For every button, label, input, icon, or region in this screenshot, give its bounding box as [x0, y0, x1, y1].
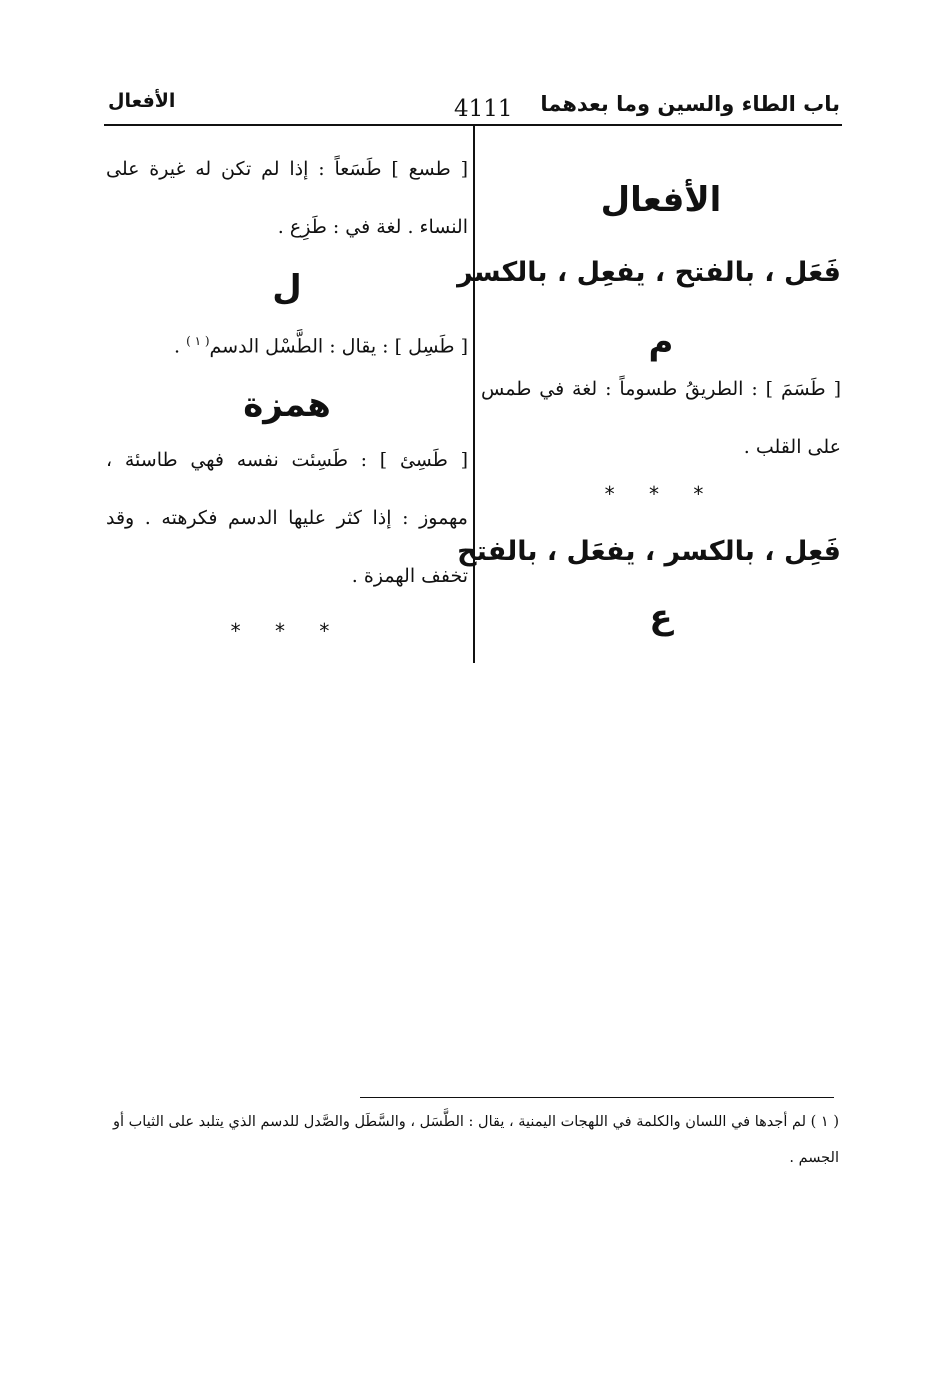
- section-stars-2: * * *: [230, 619, 344, 644]
- entry-tasama: [ طَسَمَ ] : الطريقُ طسوماً : لغة في طمس على القلب .: [481, 378, 841, 459]
- right-column: [457, 140, 841, 638]
- main-title: الأفعال: [600, 180, 722, 220]
- entry-tasila-end: .: [173, 335, 187, 358]
- conjugation-heading-2: فَعِل ، بالكسر ، يفعَل ، بالفتح: [457, 536, 841, 568]
- footnote-rule: [360, 1097, 834, 1098]
- footnote-ref[interactable]: ( ١ ): [186, 334, 210, 348]
- entry-tasila-text: [ طَسِل ] : يقال : الطَّسْل الدسم: [209, 335, 468, 358]
- letter-heading-lam: ل: [272, 268, 302, 308]
- chapter-title: باب الطاء والسين وما بعدهما: [540, 92, 840, 116]
- section-name: الأفعال: [108, 90, 176, 112]
- conjugation-heading-1: فَعَل ، بالفتح ، يفعِل ، بالكسر: [457, 257, 841, 289]
- column-divider: [473, 126, 475, 663]
- page-header: [104, 86, 840, 126]
- entry-tasia: [ طَسِئ ] : طَسِئت نفسه فهي طاسئة ، مهموز : إذا كثر عليها الدسم فكرهته . وقد تخفف الهمزة .: [106, 449, 468, 588]
- hamza-heading: همزة: [243, 385, 331, 426]
- section-stars-1: * * *: [604, 482, 718, 507]
- letter-heading-mim: م: [648, 322, 674, 363]
- left-column: [106, 140, 468, 643]
- letter-heading-ain: ع: [649, 597, 673, 638]
- entry-tasila: [106, 312, 468, 375]
- entry-tasaa: [ طسع ] طَسَعاً : إذا لم تكن له غيرة على النساء . لغة في : طَزِع .: [106, 158, 468, 238]
- footnote: ( ١ ) لم أجدها في اللسان والكلمة في اللهجات اليمنية ، يقال : الطَّسَل ، والسَّطَل والصَّدل للدسم الذي يتلبد على الثياب أو الجسم .: [113, 1114, 839, 1166]
- page-number: 4111: [454, 96, 513, 122]
